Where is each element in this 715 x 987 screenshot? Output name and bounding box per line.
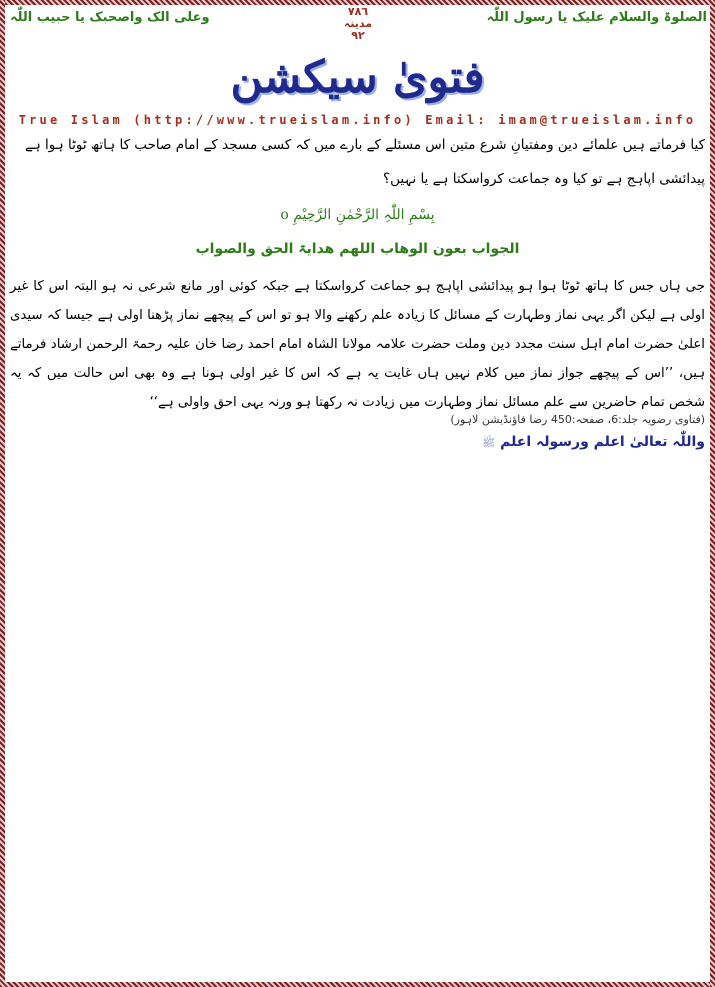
header-salutation-left: وعلی الک واصحبک یا حبیب اللّٰہ: [10, 10, 210, 25]
bismillah-line: بِسْمِ اللّٰہِ الرَّحْمٰنِ الرَّحِیْمِ o: [280, 207, 435, 223]
page-border-right: [710, 0, 715, 987]
answer-heading: الجواب بعون الوھاب اللھم ھدایۃ الحق والصواب: [195, 241, 520, 257]
header-number-mid: مدینہ: [343, 17, 373, 30]
salutation-symbol: ﷺ: [481, 436, 496, 449]
reference-citation: (فتاوی رضویہ جلد:6، صفحہ:450 رضا فاؤنڈیشن لاہور): [450, 413, 705, 426]
header-number-bottom: ۹۲: [351, 29, 365, 42]
page-border-left: [0, 0, 5, 987]
header-salutation-right: الصلوۃ والسلام علیک یا رسول اللّٰہ: [486, 10, 707, 25]
header-number-top: ۷۸٦: [347, 5, 369, 18]
header-number-badge: [340, 6, 376, 42]
contact-line: True Islam (http://www.trueislam.info) Email: imam@trueislam.info: [18, 113, 697, 127]
closing-line: [482, 434, 705, 452]
question-text: کیا فرماتے ہیں علمائے دین ومفتیانِ شرع متین اس مسئلے کے بارے میں کہ کسی مسجد کے امام صاحب کا ہاتھ ٹوٹا ہوا ہے پیدائشی اپاہج ہے تو کیا وہ جماعت کرواسکتا ہے یا نہیں؟: [24, 137, 705, 187]
answer-text: جی ہاں جس کا ہاتھ ٹوٹا ہوا ہو پیدائشی اپاہج ہو جماعت کرواسکتا ہے جبکہ کوئی اور مانع شرعی نہ ہو البتہ اس کا غیر اولی ہے لیکن اگر یہی نماز وطہارت کے مسائل کا زیادہ علم رکھنے والا ہو تو اس کے پیچھے نماز پڑھنا اولی ہے جیسا کہ سیدی اعلیٰ حضرت امام اہل سنت مجدد دین وملت حضرت علامہ مولانا الشاہ امام احمد رضا خان علیہ رحمۃ الرحمن ارشاد فرماتے ہیں، ’’اس کے پیچھے جواز نماز میں کلام نہیں ہاں غایت یہ ہے کہ اس کا غیر اولی ہونا ہے وہ بھی اس حالت میں کہ یہ شخص تمام حاضرین سے علم مسائل نماز وطہارت میں زیادت نہ رکھتا ہو ورنہ یہی احق واولی ہے‘‘: [10, 279, 705, 410]
page-border-bottom: [0, 982, 715, 987]
page-title: فتویٰ سیکشن: [230, 52, 485, 103]
closing-text: واللّٰہ تعالیٰ اعلم ورسولہ اعلم: [500, 434, 705, 450]
